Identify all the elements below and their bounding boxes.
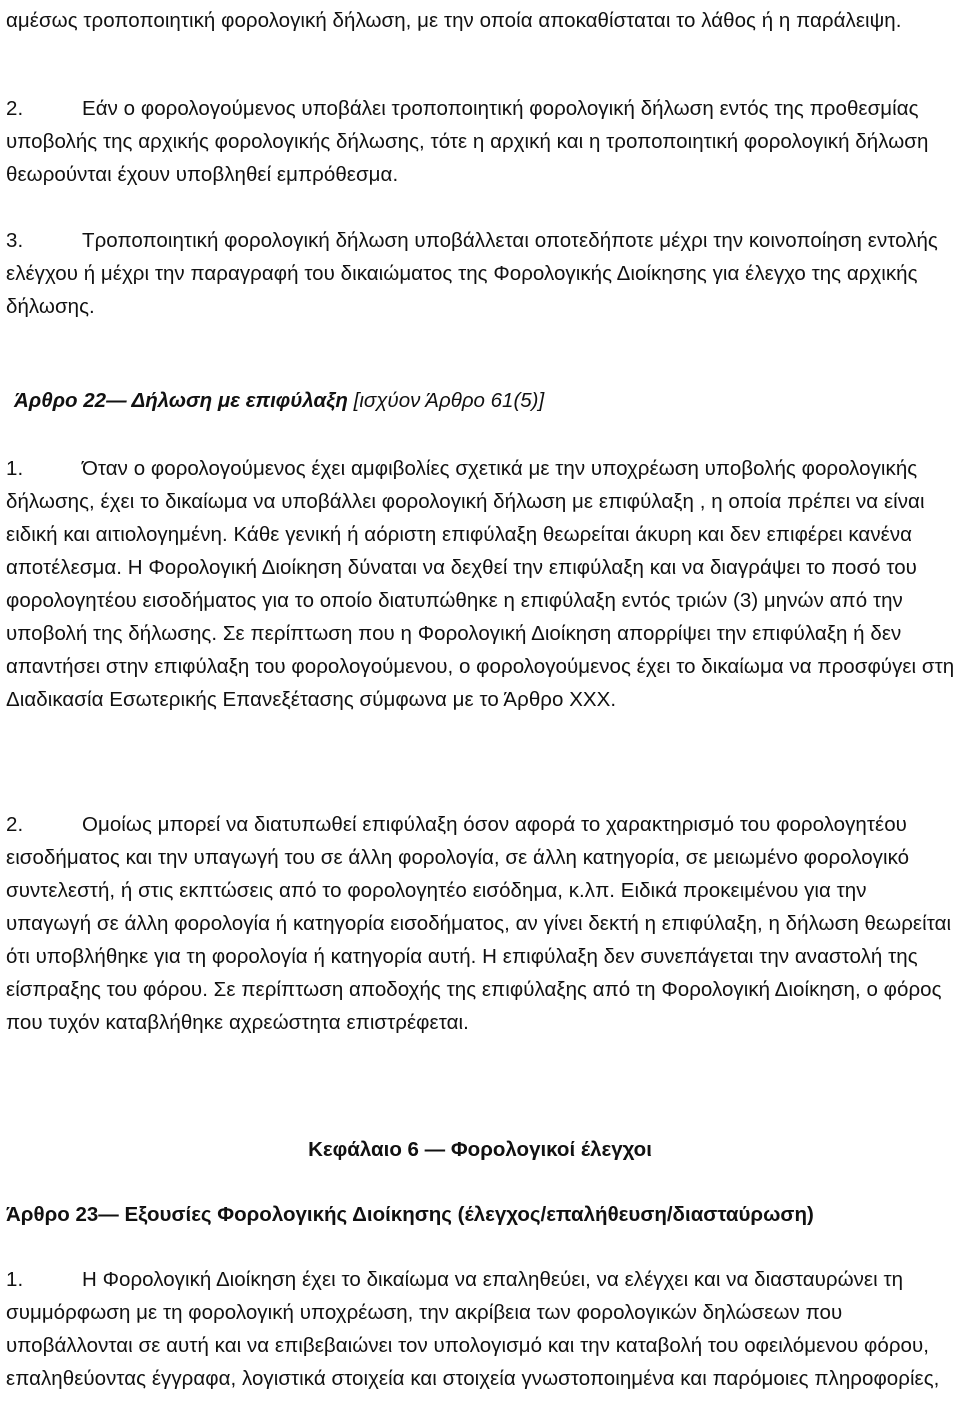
intro-text: αμέσως τροποποιητική φορολογική δήλωση, με την οποία αποκαθίσταται το λάθος ή η παράλειψη. <box>6 9 902 32</box>
paragraph-text: Εάν ο φορολογούμενος υποβάλει τροποποιητική φορολογική δήλωση εντός της προθεσμίας υποβολής της αρχικής φορολογικής δήλωσης, τότε η αρχική και η τροποποιητική φορολογική δήλωση θεωρούνται έχουν υποβληθεί εμπρόθεσμα. <box>6 97 929 186</box>
paragraph-number: 2. <box>6 813 24 836</box>
paragraph-2 <box>6 92 956 191</box>
paragraph-text: Όταν ο φορολογούμενος έχει αμφιβολίες σχετικά με την υποχρέωση υποβολής φορολογικής δήλωσης, έχει το δικαίωμα να υποβάλλει φορολογική δήλωση με επιφύλαξη , η οποία πρέπει να είναι ειδική και αιτιολογημένη. Κάθε γενική ή αόριστη επιφύλαξη θεωρείται άκυρη και δεν επιφέρει κανένα αποτέλεσμα. Η Φορολογική Διοίκηση δύναται να δεχθεί την επιφύλαξη και να διαγράψει το ποσό του φορολογητέου εισοδήματος για το οποίο διατυπώθηκε η επιφύλαξη εντός τριών (3) μηνών από την υποβολή της δήλωσης. Σε περίπτωση που η Φορολογική Διοίκηση απορρίψει την επιφύλαξη ή δεν απαντήσει στην επιφύλαξη του φορολογούμενου, ο φορολογούμενος έχει το δικαίωμα να προσφύγει στη Διαδικασία Εσωτερικής Επανεξέτασης σύμφωνα με το Άρθρο ΧΧΧ. <box>6 457 955 711</box>
paragraph-3 <box>6 224 956 323</box>
paragraph-number: 1. <box>6 457 24 480</box>
chapter-6-title: Κεφάλαιο 6 — Φορολογικοί έλεγχοι <box>308 1138 652 1161</box>
article-22-title: Άρθρο 22— Δήλωση με επιφύλαξη <box>14 389 348 412</box>
paragraph-text: Η Φορολογική Διοίκηση έχει το δικαίωμα να επαληθεύει, να ελέγχει και να διασταυρώνει τη συμμόρφωση με τη φορολογική υποχρέωση, την ακρίβεια των φορολογικών δηλώσεων που υποβάλλονται σε αυτή και να επιβεβαιώνει τον υπολογισμό και την καταβολή του οφειλόμενου φόρου, επαληθεύοντας έγγραφα, λογιστικά στοιχεία και στοιχεία γνωστοποιημένα και παρόμοιες πληροφορίες, <box>6 1268 940 1390</box>
article-23-title: Άρθρο 23— Εξουσίες Φορολογικής Διοίκησης (έλεγχος/επαλήθευση/διασταύρωση) <box>6 1203 814 1226</box>
paragraph-text: Τροποποιητική φορολογική δήλωση υποβάλλεται οποτεδήποτε μέχρι την κοινοποίηση εντολής ελέγχου ή μέχρι την παραγραφή του δικαιώματος της Φορολογικής Διοίκησης για έλεγχο της αρχικής δήλωσης. <box>6 229 938 318</box>
paragraph-number: 3. <box>6 229 24 252</box>
article-22-heading <box>14 384 954 417</box>
paragraph-number: 2. <box>6 97 24 120</box>
paragraph-number: 1. <box>6 1268 24 1291</box>
article-22-paragraph-2 <box>6 808 956 1039</box>
intro-continuation <box>6 4 956 37</box>
article-22-paragraph-1 <box>6 452 956 716</box>
article-22-reference: [ισχύον Άρθρο 61(5)] <box>347 389 545 412</box>
paragraph-text: Ομοίως μπορεί να διατυπωθεί επιφύλαξη όσον αφορά το χαρακτηρισμό του φορολογητέου εισοδήματος και την υπαγωγή του σε άλλη φορολογία, σε άλλη κατηγορία, σε μειωμένο φορολογικό συντελεστή, ή στις εκπτώσεις από το φορολογητέο εισόδημα, κ.λπ. Ειδικά προκειμένου για την υπαγωγή σε άλλη φορολογία ή κατηγορία εισοδήματος, αν γίνει δεκτή η επιφύλαξη, η δήλωση θεωρείται ότι υποβλήθηκε για τη φορολογία ή κατηγορία αυτή. Η επιφύλαξη δεν συνεπάγεται την αναστολή της είσπραξης του φόρου. Σε περίπτωση αποδοχής της επιφύλαξης από τη Φορολογική Διοίκηση, ο φόρος που τυχόν καταβλήθηκε αχρεώστητα επιστρέφεται. <box>6 813 952 1034</box>
article-23-paragraph-1 <box>6 1263 956 1395</box>
